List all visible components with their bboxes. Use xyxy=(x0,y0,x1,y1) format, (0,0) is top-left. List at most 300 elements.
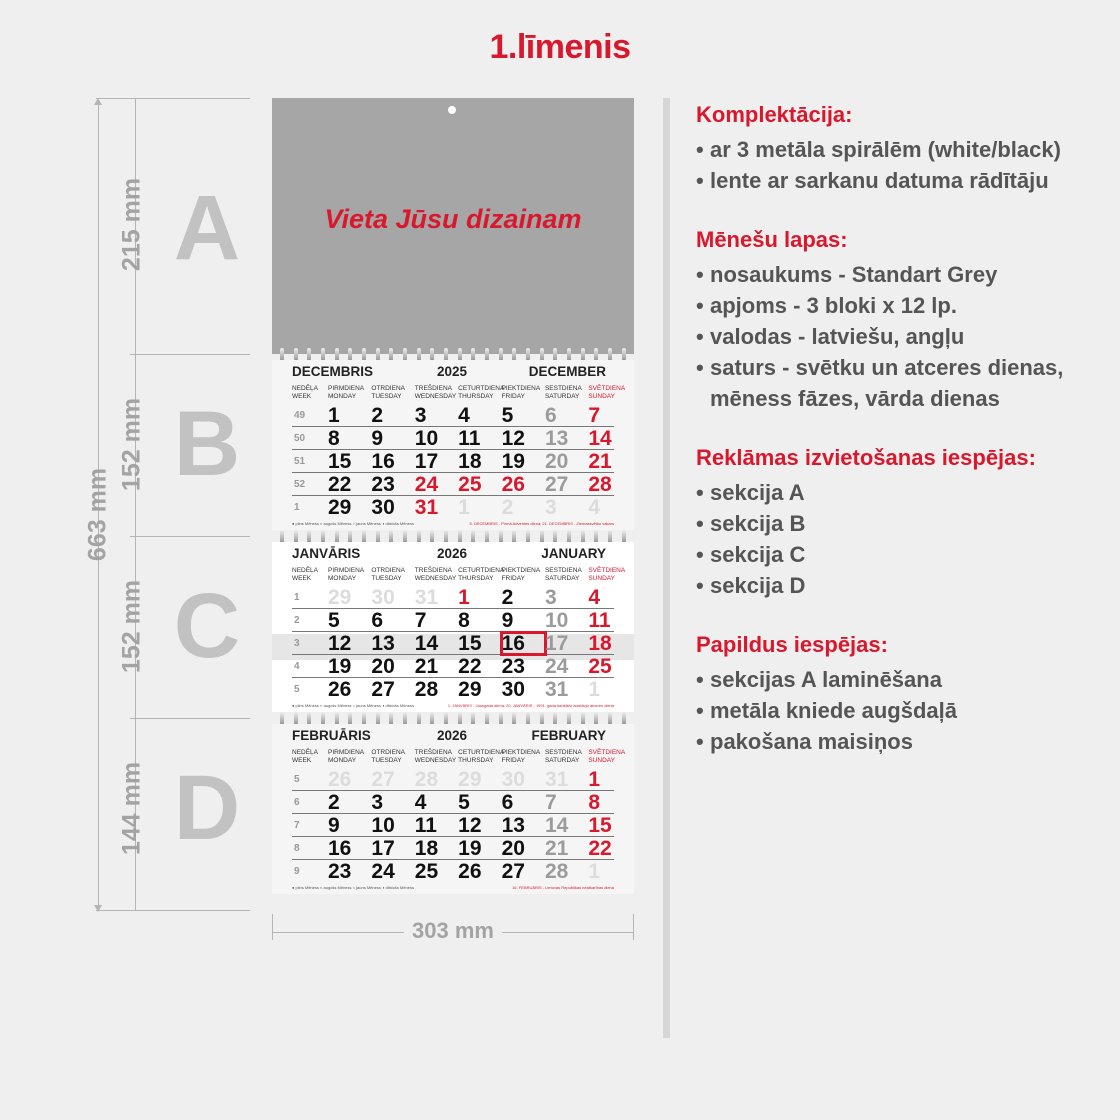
info-item-text: apjoms - 3 bloki x 12 lp. xyxy=(710,293,957,318)
calendar-day: 16 xyxy=(502,633,545,654)
weekday-label-lv: OTRDIENA xyxy=(371,749,405,756)
calendar-day: 3 xyxy=(414,403,427,427)
calendar-day: 13 xyxy=(544,426,569,450)
calendar-day: 25 xyxy=(588,654,612,678)
info-list-item xyxy=(696,352,1106,383)
week-number: 51 xyxy=(294,455,306,467)
weekday-label-lv: NEDĒĻA xyxy=(292,749,319,756)
month-header xyxy=(292,546,606,564)
info-item-text: saturs - svētku un atceres dienas, xyxy=(710,355,1064,380)
weekday-label-en: TUESDAY xyxy=(371,393,402,400)
week-row xyxy=(292,427,614,450)
info-list-item xyxy=(696,134,1106,165)
calendar-day: 30 xyxy=(371,496,395,519)
calendar-day: 9 xyxy=(328,813,340,837)
bullet-icon: • xyxy=(696,262,704,287)
month-header xyxy=(292,728,606,746)
calendar-day: 11 xyxy=(414,813,437,837)
calendar-day: 22 xyxy=(328,472,352,496)
info-list-item xyxy=(696,259,1106,290)
calendar-day: 23 xyxy=(371,472,395,496)
calendar-day: 8 xyxy=(458,608,470,632)
calendar-day: 27 xyxy=(371,678,395,701)
weekday-label xyxy=(502,749,545,767)
section-b-height: 152 mm xyxy=(117,397,146,492)
calendar-day: 1 xyxy=(588,767,601,791)
calendar-day: 20 xyxy=(501,836,525,860)
calendar-day: 30 xyxy=(501,678,525,701)
info-heading: Komplektācija: xyxy=(696,102,853,127)
calendar-day: 7 xyxy=(588,403,601,427)
calendar-day: 2 xyxy=(371,403,384,427)
calendar-day: 3 xyxy=(544,496,557,519)
weekday-label-en: SATURDAY xyxy=(544,757,580,764)
moon-phase-legend: ● pilns Mēness ◐ augošs Mēness ○ jauns Mēness ◑ dilstošs Mēness xyxy=(292,703,414,708)
week-number: 5 xyxy=(294,684,300,695)
calendar-day: 28 xyxy=(544,860,569,883)
weekday-label-en: FRIDAY xyxy=(501,757,525,764)
weekday-label xyxy=(328,385,371,403)
week-rows xyxy=(292,768,614,883)
calendar-header-section-a xyxy=(272,98,634,354)
bullet-icon: • xyxy=(696,293,704,318)
weekday-label-en: WEEK xyxy=(292,393,312,400)
week-number: 8 xyxy=(294,842,300,854)
month-footer xyxy=(292,698,614,708)
week-row xyxy=(292,837,614,860)
info-list-item xyxy=(696,570,1106,601)
info-list-item xyxy=(696,664,1106,695)
weekday-label xyxy=(588,385,631,403)
bullet-icon: • xyxy=(696,480,704,505)
week-row xyxy=(292,404,614,427)
weekday-label-lv: SESTDIENA xyxy=(544,567,582,574)
calendar-day: 7 xyxy=(544,790,557,814)
weekday-label-lv: PIEKTDIENA xyxy=(501,385,541,392)
dim-tick xyxy=(96,98,250,99)
dim-tick xyxy=(96,910,250,911)
calendar-day: 22 xyxy=(458,654,482,678)
calendar-day: 18 xyxy=(588,631,612,655)
calendar-day: 24 xyxy=(414,472,439,496)
calendar-day: 5 xyxy=(458,790,470,814)
section-letter-b: B xyxy=(173,393,241,495)
weekday-label-lv: SVĒTDIENA xyxy=(588,749,626,756)
week-number: 50 xyxy=(294,432,306,444)
weekday-label-lv: PIEKTDIENA xyxy=(501,749,541,756)
calendar-day: 1 xyxy=(458,585,470,609)
bullet-icon: • xyxy=(696,355,704,380)
month-footer xyxy=(292,880,614,890)
weekday-label-en: THURSDAY xyxy=(458,575,494,582)
calendar-day: 26 xyxy=(501,472,525,496)
calendar-day: 12 xyxy=(458,813,482,837)
calendar-day: 8 xyxy=(328,426,340,450)
weekday-label xyxy=(328,567,371,585)
bullet-icon: • xyxy=(696,137,704,162)
info-item-text: sekcija C xyxy=(710,542,806,567)
calendar-day: 3 xyxy=(544,585,557,609)
calendar-day: 31 xyxy=(414,585,439,609)
month-footer xyxy=(292,516,614,526)
week-rows xyxy=(292,404,614,519)
info-list xyxy=(696,664,1106,757)
week-number: 1 xyxy=(294,591,300,603)
calendar-day: 9 xyxy=(501,608,514,632)
week-number: 3 xyxy=(294,637,300,649)
calendar-day: 31 xyxy=(544,767,569,791)
month-name-en: JANUARY xyxy=(541,546,606,561)
calendar-day: 10 xyxy=(371,813,395,837)
hanging-hole xyxy=(448,106,456,114)
bullet-icon: • xyxy=(696,573,704,598)
info-heading: Papildus iespējas: xyxy=(696,632,888,657)
calendar-day: 20 xyxy=(371,654,395,678)
weekday-label xyxy=(588,749,631,767)
bullet-icon: • xyxy=(696,729,704,754)
weekday-label-en: MONDAY xyxy=(328,757,357,764)
weekday-label xyxy=(371,385,414,403)
weekday-label-en: WEEK xyxy=(292,575,312,582)
info-heading: Reklāmas izvietošanas iespējas: xyxy=(696,445,1036,470)
weekday-label-lv: TREŠDIENA xyxy=(414,567,452,574)
info-item-text: ar 3 metāla spirālēm (white/black) xyxy=(710,137,1061,162)
calendar-day: 18 xyxy=(458,449,482,473)
calendar-day: 16 xyxy=(371,449,395,473)
weekday-label-en: TUESDAY xyxy=(371,575,402,582)
bullet-icon: • xyxy=(696,667,704,692)
calendar-day: 14 xyxy=(588,426,612,450)
weekday-label-lv: TREŠDIENA xyxy=(414,749,452,756)
weekday-label xyxy=(292,567,328,585)
month-name-en: FEBRUARY xyxy=(531,728,606,743)
info-list-item xyxy=(696,321,1106,352)
calendar-day: 1 xyxy=(588,678,601,701)
calendar-day: 25 xyxy=(414,860,439,883)
dim-tick xyxy=(130,354,250,355)
width-label: 303 mm xyxy=(404,918,502,943)
weekday-label-lv: PIRMDIENA xyxy=(328,567,365,574)
info-list-item xyxy=(696,477,1106,508)
weekday-label-lv: TREŠDIENA xyxy=(414,385,452,392)
weekday-header-row xyxy=(292,385,626,403)
calendar-day: 29 xyxy=(328,496,352,519)
weekday-label-en: SATURDAY xyxy=(544,393,580,400)
week-row xyxy=(292,473,614,496)
info-item-text: valodas - latviešu, angļu xyxy=(710,324,965,349)
vertical-divider xyxy=(663,98,670,1038)
calendar-day: 8 xyxy=(588,790,601,814)
info-item-text: sekcija B xyxy=(710,511,806,536)
moon-phase-legend: ● pilns Mēness ◐ augošs Mēness ○ jauns Mēness ◑ dilstošs Mēness xyxy=(292,521,414,526)
weekday-label-lv: NEDĒĻA xyxy=(292,567,319,574)
calendar-day: 29 xyxy=(328,585,352,609)
calendar-day: 25 xyxy=(458,472,482,496)
holiday-notes: 5. DECEMBRIS - Pirmā Adventes diena; 21. DECEMBRIS - Ziemassvētku vakars xyxy=(469,521,614,526)
calendar-day: 2 xyxy=(501,496,514,519)
calendar-day: 14 xyxy=(544,813,569,837)
info-list-item xyxy=(696,508,1106,539)
section-c-height: 152 mm xyxy=(117,579,146,674)
calendar-day: 19 xyxy=(458,836,482,860)
total-height-label: 663 mm xyxy=(83,467,112,562)
weekday-label xyxy=(371,749,414,767)
calendar-day: 26 xyxy=(328,678,352,701)
calendar-day: 12 xyxy=(501,426,525,450)
info-item-text: lente ar sarkanu datuma rādītāju xyxy=(710,168,1049,193)
section-d-height: 144 mm xyxy=(117,761,146,856)
calendar-day: 13 xyxy=(501,813,525,837)
calendar-day: 31 xyxy=(414,496,439,519)
weekday-label-en: MONDAY xyxy=(328,575,357,582)
weekday-label-lv: SVĒTDIENA xyxy=(588,567,626,574)
calendar-day: 11 xyxy=(588,608,611,632)
month-year: 2026 xyxy=(437,728,468,743)
bullet-icon: • xyxy=(696,511,704,536)
weekday-label xyxy=(371,567,414,585)
calendar-day: 17 xyxy=(371,836,395,860)
weekday-label-en: WEDNESDAY xyxy=(414,575,457,582)
weekday-label-lv: CETURTDIENA xyxy=(458,749,505,756)
calendar-day: 4 xyxy=(588,585,601,609)
calendar-day: 13 xyxy=(371,631,395,655)
week-row xyxy=(292,655,614,678)
weekday-label xyxy=(458,567,505,585)
weekday-label xyxy=(415,385,458,403)
weekday-label-en: SUNDAY xyxy=(588,757,615,764)
weekday-label-en: FRIDAY xyxy=(501,393,525,400)
week-number: 4 xyxy=(294,660,300,672)
weekday-label xyxy=(502,567,545,585)
info-panel xyxy=(696,100,1106,786)
calendar-day: 1 xyxy=(458,496,470,519)
section-letter-c: C xyxy=(173,575,241,677)
info-list xyxy=(696,134,1106,196)
info-list-item xyxy=(696,165,1106,196)
calendar-day: 1 xyxy=(588,860,601,883)
calendar-day: 22 xyxy=(588,836,612,860)
calendar-day: 10 xyxy=(414,426,439,450)
info-item-text: sekcijas A laminēšana xyxy=(710,667,942,692)
calendar-day: 11 xyxy=(458,426,481,450)
weekday-label-lv: CETURTDIENA xyxy=(458,567,505,574)
month-year: 2026 xyxy=(437,546,468,561)
info-item-text: nosaukums - Standart Grey xyxy=(710,262,998,287)
calendar-day: 4 xyxy=(588,496,601,519)
weekday-label xyxy=(588,567,631,585)
holiday-notes: 16. FEBRUĀRIS - Lietuvas Republikas neatkarības diena xyxy=(512,885,614,890)
weekday-label-en: THURSDAY xyxy=(458,757,494,764)
info-list-item xyxy=(696,539,1106,570)
calendar-day: 19 xyxy=(501,449,525,473)
calendar-day: 12 xyxy=(328,631,352,655)
holiday-notes: 1. JANVĀRIS - Jaungada diena; 20. JANVĀRIS - 1991. gada barikāžu aizstāvju atceres diena xyxy=(447,703,614,708)
week-number: 6 xyxy=(294,796,300,808)
weekday-label-lv: CETURTDIENA xyxy=(458,385,505,392)
weekday-label-en: SUNDAY xyxy=(588,575,615,582)
week-row xyxy=(292,791,614,814)
calendar-day: 29 xyxy=(458,678,482,701)
calendar-day: 27 xyxy=(371,767,395,791)
info-heading: Mēnešu lapas: xyxy=(696,227,848,252)
calendar-day: 2 xyxy=(501,585,514,609)
calendar-day: 4 xyxy=(414,790,427,814)
calendar-day: 9 xyxy=(371,426,384,450)
month-name-en: DECEMBER xyxy=(528,364,606,379)
weekday-label-en: THURSDAY xyxy=(458,393,494,400)
calendar-day: 28 xyxy=(414,678,439,701)
calendar-day: 6 xyxy=(371,608,384,632)
weekday-label xyxy=(545,749,588,767)
info-item-text: sekcija D xyxy=(710,573,806,598)
weekday-label-en: WEEK xyxy=(292,757,312,764)
calendar-day: 1 xyxy=(328,403,340,427)
calendar-day: 26 xyxy=(328,767,352,791)
calendar-day: 19 xyxy=(328,654,352,678)
calendar-day: 17 xyxy=(414,449,439,473)
info-item-text: pakošana maisiņos xyxy=(710,729,913,754)
weekday-label-lv: SVĒTDIENA xyxy=(588,385,626,392)
calendar-day: 27 xyxy=(501,860,525,883)
section-letter-a: A xyxy=(173,177,241,279)
bullet-icon: • xyxy=(696,324,704,349)
weekday-label-en: SATURDAY xyxy=(544,575,580,582)
weekday-label-en: TUESDAY xyxy=(371,757,402,764)
calendar-day: 4 xyxy=(458,403,470,427)
month-december xyxy=(272,360,634,530)
dim-tick xyxy=(130,536,250,537)
info-list-item xyxy=(696,383,1106,414)
calendar-day: 24 xyxy=(544,654,569,678)
calendar-day: 30 xyxy=(371,585,395,609)
weekday-label xyxy=(502,385,545,403)
info-item-text: mēness fāzes, vārda dienas xyxy=(710,386,1000,411)
weekday-label xyxy=(415,749,458,767)
weekday-label-en: WEDNESDAY xyxy=(414,393,457,400)
weekday-label xyxy=(292,385,328,403)
info-list-item xyxy=(696,726,1106,757)
weekday-label xyxy=(545,567,588,585)
week-row xyxy=(292,814,614,837)
calendar-day: 5 xyxy=(501,403,514,427)
weekday-label-lv: OTRDIENA xyxy=(371,567,405,574)
weekday-header-row xyxy=(292,567,626,585)
calendar-day: 5 xyxy=(328,608,340,632)
week-number: 7 xyxy=(294,819,300,831)
section-a-height: 215 mm xyxy=(117,177,146,272)
info-list-item xyxy=(696,695,1106,726)
info-item-text: metāla kniede augšdaļā xyxy=(710,698,957,723)
info-item-text: sekcija A xyxy=(710,480,805,505)
month-name-lv: FEBRUĀRIS xyxy=(292,728,371,743)
calendar-day: 15 xyxy=(458,631,482,655)
moon-phase-legend: ● pilns Mēness ◐ augošs Mēness ○ jauns Mēness ◑ dilstošs Mēness xyxy=(292,885,414,890)
weekday-label xyxy=(328,749,371,767)
week-row xyxy=(292,768,614,791)
month-name-lv: JANVĀRIS xyxy=(292,546,361,561)
calendar-day: 6 xyxy=(501,790,514,814)
month-header xyxy=(292,364,606,382)
weekday-label-lv: SESTDIENA xyxy=(544,749,582,756)
calendar-day: 28 xyxy=(588,472,612,496)
calendar-day: 18 xyxy=(414,836,439,860)
bullet-icon: • xyxy=(696,698,704,723)
calendar-day: 23 xyxy=(501,654,525,678)
week-number: 52 xyxy=(294,478,306,490)
calendar-day: 16 xyxy=(328,836,352,860)
week-number: 2 xyxy=(294,614,300,626)
calendar-day: 21 xyxy=(414,654,439,678)
weekday-label-en: SUNDAY xyxy=(588,393,615,400)
weekday-label-lv: OTRDIENA xyxy=(371,385,405,392)
section-letter-d: D xyxy=(173,757,241,859)
dim-tick xyxy=(130,718,250,719)
weekday-label xyxy=(292,749,328,767)
weekday-header-row xyxy=(292,749,626,767)
weekday-label-lv: PIEKTDIENA xyxy=(501,567,541,574)
calendar-day: 27 xyxy=(544,472,569,496)
month-february xyxy=(272,724,634,894)
calendar-day: 28 xyxy=(414,767,439,791)
month-name-lv: DECEMBRIS xyxy=(292,364,374,379)
week-row xyxy=(292,450,614,473)
month-year: 2025 xyxy=(437,364,468,379)
calendar-day: 26 xyxy=(458,860,482,883)
week-number: 5 xyxy=(294,773,300,785)
week-row xyxy=(292,586,614,609)
calendar-day: 31 xyxy=(544,678,569,701)
weekday-label-en: FRIDAY xyxy=(501,575,525,582)
calendar-day: 7 xyxy=(414,608,427,632)
bullet-icon: • xyxy=(696,542,704,567)
weekday-label-lv: PIRMDIENA xyxy=(328,749,365,756)
weekday-label xyxy=(545,385,588,403)
week-number: 49 xyxy=(294,409,306,421)
calendar-day: 15 xyxy=(328,449,352,473)
weekday-label-lv: SESTDIENA xyxy=(544,385,582,392)
design-placeholder-text: Vieta Jūsu dizainam xyxy=(324,204,582,234)
info-list xyxy=(696,477,1106,601)
weekday-label-en: MONDAY xyxy=(328,393,357,400)
calendar-day: 21 xyxy=(588,449,612,473)
calendar-day: 15 xyxy=(588,813,612,837)
weekday-label-lv: PIRMDIENA xyxy=(328,385,365,392)
page-title: 1.līmenis xyxy=(489,28,631,66)
calendar-day: 30 xyxy=(501,767,525,791)
weekday-label-lv: NEDĒĻA xyxy=(292,385,319,392)
info-list-item xyxy=(696,290,1106,321)
week-number: 1 xyxy=(294,502,300,513)
calendar-day: 23 xyxy=(328,860,352,883)
week-number: 9 xyxy=(294,866,300,877)
week-rows xyxy=(292,586,614,701)
info-list xyxy=(696,259,1106,414)
week-row xyxy=(292,609,614,632)
calendar-day: 24 xyxy=(371,860,395,883)
calendar-day: 17 xyxy=(544,631,569,655)
weekday-label xyxy=(458,749,505,767)
calendar-day: 20 xyxy=(544,449,569,473)
calendar-day: 10 xyxy=(544,608,569,632)
bullet-icon: • xyxy=(696,168,704,193)
weekday-label xyxy=(458,385,505,403)
weekday-label-en: WEDNESDAY xyxy=(414,757,457,764)
calendar-day: 21 xyxy=(544,836,569,860)
week-row xyxy=(292,632,614,655)
calendar-day: 3 xyxy=(371,790,384,814)
arrow-up-icon xyxy=(94,98,102,105)
calendar-day: 29 xyxy=(458,767,482,791)
